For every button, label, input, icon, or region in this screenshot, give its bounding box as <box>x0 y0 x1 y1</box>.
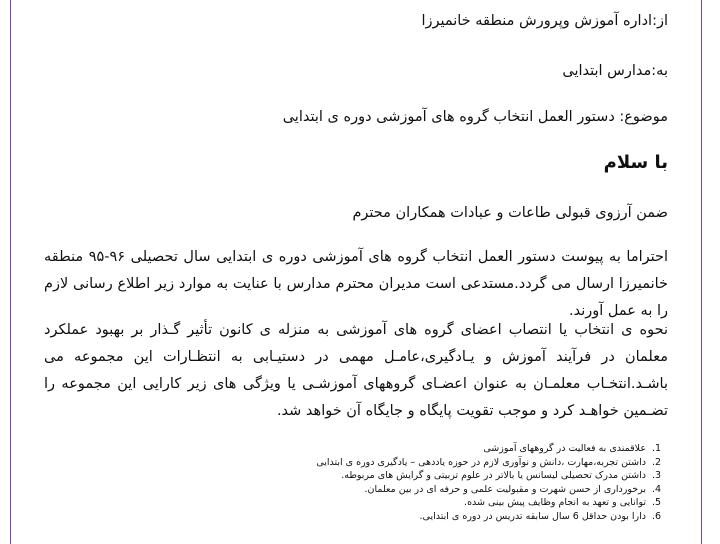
criteria-item <box>44 456 668 470</box>
criteria-number: 5. <box>652 497 662 509</box>
criteria-text: داشتن تجربه،مهارت ،دانش و نوآوری لازم در حوزه یاددهی – یادگیری دوره ی ابتدایی <box>316 456 646 468</box>
criteria-text: توانایی و تعهد به انجام وظایف پیش بینی شده. <box>464 497 646 509</box>
sender-line: از:اداره آموزش وپرورش منطقه خانمیرزا <box>421 13 668 29</box>
criteria-item <box>44 496 668 510</box>
paragraph-selection: نحوه ی انتخاب یا انتصاب اعضای گروه های آموزشی به منزله ی کانون تأثیر گـذار بر بهبود عملکرد معلمان در فرآیند آموزش و یـادگیری،عامـل مهمی در دستیـابی به انتظـارات این مجموعه می باشـد.انتخـاب معلمـان به عنوان اعضـای گروههای آموزشـی یا ویژگی های زیر کارایی این مجموعه را تضـمین خواهـد کرد و موجب تقویت پایگاه و جایگاه آن خواهد شد. <box>44 322 668 419</box>
criteria-item <box>44 469 668 483</box>
respect-line: ضمن آرزوی قبولی طاعات و عبادات همکاران محترم <box>352 205 668 221</box>
criteria-number: 3. <box>652 470 662 482</box>
criteria-text: دارا بودن حداقل 6 سال سابقه تدریس در دوره ی ابتدایی. <box>419 510 646 522</box>
recipient-line: به:مدارس ابتدایی <box>562 63 668 79</box>
criteria-number: 1. <box>652 443 662 454</box>
criteria-number: 6. <box>652 510 662 522</box>
criteria-number: 4. <box>652 483 662 495</box>
criteria-number: 2. <box>652 456 662 468</box>
criteria-item <box>44 483 668 497</box>
paragraph-intro: احتراما به پیوست دستور العمل انتخاب گروه های آموزشی دوره ی ابتدایی سال تحصیلی ۹۶-۹۵ منطقه خانمیرزا ارسال می گردد.مستدعی است مدیران محترم مدارس با عنایت به موارد زیر اطلاع رسانی لازم را به عمل آورند. <box>44 249 668 319</box>
criteria-text: علاقمندی به فعالیت در گروههای آموزشی <box>483 443 646 454</box>
criteria-text: داشتن مدرک تحصیلی لیسانس یا بالاتر در علوم تربیتی و گرایش های مربوطه. <box>341 470 646 482</box>
criteria-item <box>44 510 668 524</box>
criteria-text: برخورداری از حسن شهرت و مقبولیت علمی و حرفه ای در بین معلمان. <box>364 483 646 495</box>
criteria-item <box>44 442 668 456</box>
subject-line: موضوع: دستور العمل انتخاب گروه های آموزشی دوره ی ابتدایی <box>282 109 668 125</box>
greeting: با سلام <box>603 152 668 173</box>
criteria-list <box>44 442 668 524</box>
